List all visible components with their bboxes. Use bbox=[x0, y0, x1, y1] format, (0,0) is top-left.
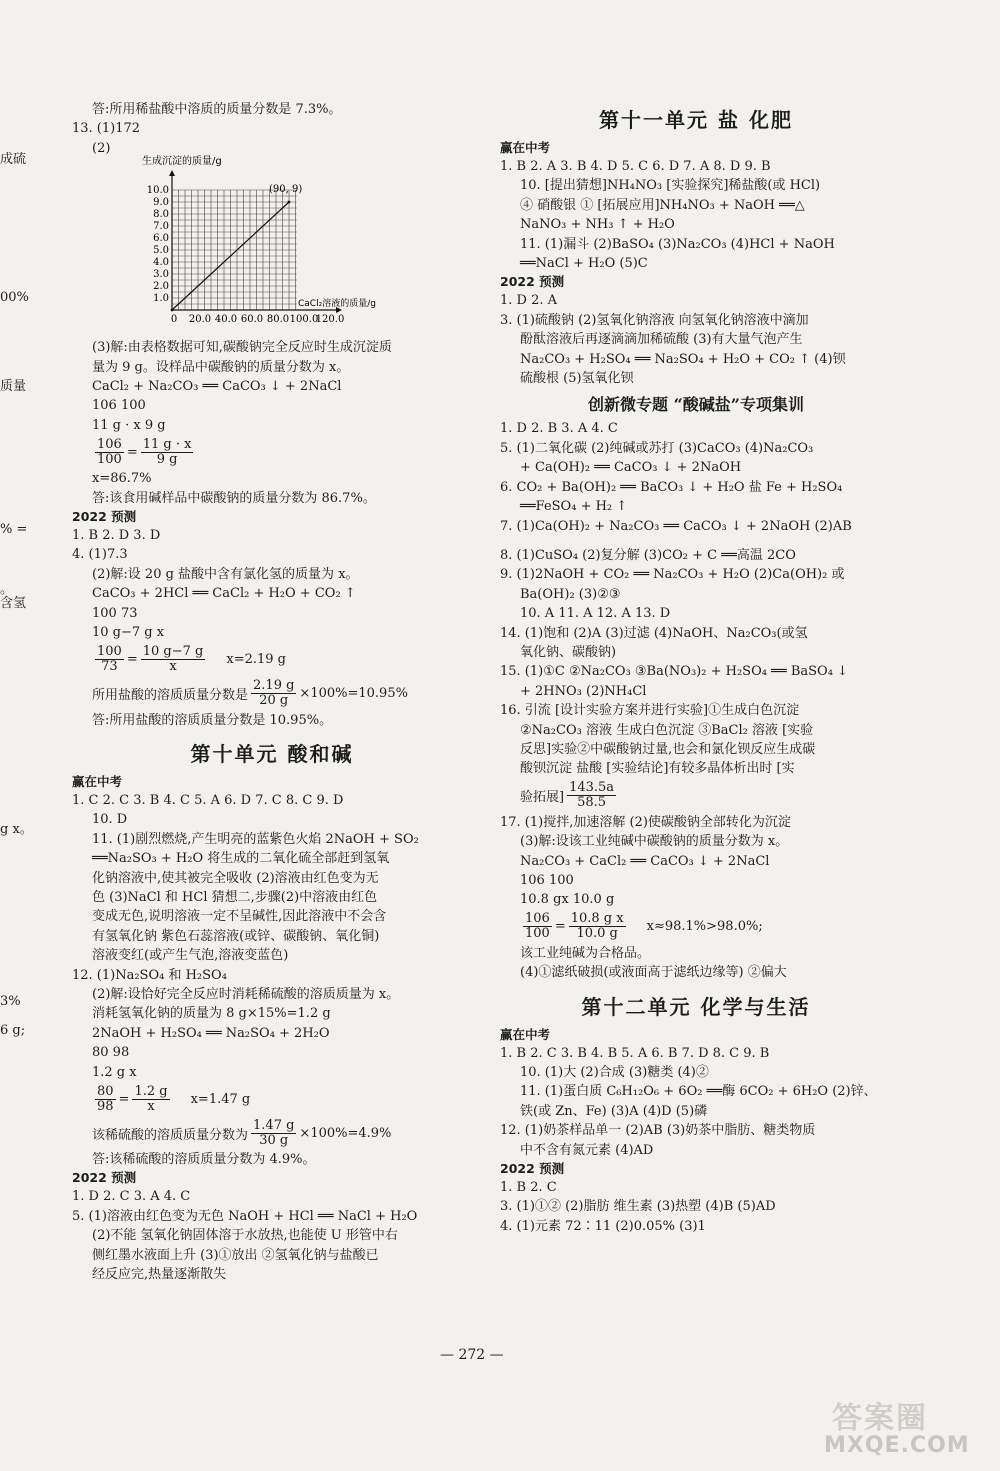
answer-line: 106 100 bbox=[520, 873, 574, 888]
answer-line: 色 (3)NaCl 和 HCl 猜想二,步骤(2)中溶液由红色 bbox=[92, 889, 378, 905]
answer-line: (2) bbox=[92, 140, 111, 156]
fraction bbox=[251, 679, 296, 708]
percentage-equation-2 bbox=[72, 1116, 472, 1150]
answer-line: ②Na₂CO₃ 溶液 生成白色沉淀 ③BaCl₂ 溶液 [实验 bbox=[520, 722, 814, 738]
right-column bbox=[500, 104, 892, 1236]
answer-line: 1. B 2. C bbox=[500, 1180, 557, 1196]
answer-line: Ba(OH)₂ (3)②③ bbox=[520, 586, 621, 602]
section-heading: 2022 预测 bbox=[72, 509, 137, 525]
result-text: x=1.47 g bbox=[190, 1091, 251, 1107]
x-tick-label: 40.0 bbox=[214, 314, 238, 326]
right-block-e bbox=[500, 1026, 892, 1237]
right-block-c bbox=[500, 813, 892, 910]
x-tick-label: 60.0 bbox=[240, 314, 264, 326]
right-block-a bbox=[500, 139, 892, 388]
margin-fragment: % = bbox=[0, 522, 28, 537]
margin-fragment: g x。 bbox=[0, 822, 33, 837]
answer-line: 100 73 bbox=[92, 605, 138, 621]
y-tick-label: 10.0 bbox=[146, 185, 169, 197]
fraction bbox=[141, 645, 206, 674]
numerator: 143.5a bbox=[569, 780, 615, 796]
answer-line: 酸钡沉淀 盐酸 [实验结论]有较多晶体析出时 [实 bbox=[520, 761, 795, 777]
answer-line: 答:该食用碱样品中碳酸钠的质量分数为 86.7%。 bbox=[92, 490, 376, 506]
answer-line: ══NaCl + H₂O (5)C bbox=[520, 256, 648, 272]
answer-line: 10. [提出猜想]NH₄NO₃ [实验探究]稀盐酸(或 HCl) bbox=[520, 178, 821, 194]
answer-line: 10 g−7 g x bbox=[92, 625, 165, 641]
site-watermark bbox=[818, 1393, 988, 1463]
denominator: x bbox=[169, 659, 177, 674]
numerator: 2.19 g bbox=[253, 678, 295, 693]
answer-line: 铁(或 Zn、Fe) (3)A (4)D (5)磷 bbox=[520, 1103, 708, 1119]
chart-svg bbox=[92, 156, 376, 338]
y-tick-label: 1.0 bbox=[153, 293, 169, 305]
answer-line: 答:所用盐酸的溶质质量分数是 10.95%。 bbox=[92, 712, 333, 728]
answer-line: 3. (1)①② (2)脂肪 维生素 (3)热塑 (4)B (5)AD bbox=[500, 1199, 776, 1215]
y-axis-arrow bbox=[169, 170, 175, 176]
y-tick-label: 4.0 bbox=[153, 257, 169, 269]
answer-line: 1. D 2. A bbox=[500, 293, 558, 309]
margin-fragment: 质量 bbox=[0, 379, 27, 394]
y-tick-label: 9.0 bbox=[153, 197, 169, 209]
section-heading: 赢在中考 bbox=[72, 773, 123, 789]
expansion-fraction bbox=[500, 779, 892, 813]
answer-line: 酚酞溶液后再逐滴滴加稀硫酸 (3)有大量气泡产生 bbox=[520, 332, 803, 348]
fraction bbox=[569, 912, 626, 941]
watermark-logo: 答案圈 bbox=[832, 1401, 928, 1436]
answer-line: 1. D 2. C 3. A 4. C bbox=[72, 1189, 191, 1205]
answer-line: (2)解:设恰好完全反应时消耗稀硫酸的溶质质量为 x。 bbox=[92, 986, 400, 1002]
margin-fragment: 3% bbox=[0, 994, 21, 1009]
answer-line: 溶液变红(或产生气泡,溶液变蓝色) bbox=[92, 948, 289, 964]
answer-line: 侧红墨水液面上升 (3)①放出 ②氢氧化钠与盐酸已 bbox=[92, 1247, 379, 1263]
answer-line: 7. (1)Ca(OH)₂ + Na₂CO₃ ══ CaCO₃ ↓ + 2NaOH (2)AB bbox=[500, 518, 852, 534]
answer-line: 1.2 g x bbox=[92, 1064, 137, 1080]
answer-line: ══Na₂SO₃ + H₂O 将生成的二氧化硫全部赶到氢氧 bbox=[92, 851, 390, 867]
answer-line: 11. (1)漏斗 (2)BaSO₄ (3)Na₂CO₃ (4)HCl + NaOH bbox=[520, 236, 835, 252]
answer-line: 13. (1)172 bbox=[72, 121, 141, 137]
answer-line: CaCl₂ + Na₂CO₃ ══ CaCO₃ ↓ + 2NaCl bbox=[92, 379, 342, 395]
numerator: 10.8 g x bbox=[570, 911, 624, 927]
section-heading: 2022 预测 bbox=[500, 1161, 565, 1177]
answer-line: 106 100 bbox=[92, 398, 146, 414]
answer-line: 经反应完,热量逐渐散失 bbox=[92, 1267, 227, 1283]
answer-line: Na₂CO₃ + CaCl₂ ══ CaCO₃ ↓ + 2NaCl bbox=[520, 853, 770, 869]
answer-line: x=86.7% bbox=[92, 471, 152, 487]
answer-line: 答:该稀硫酸的溶质质量分数为 4.9%。 bbox=[92, 1152, 316, 1167]
answer-line: 10. (1)大 (2)合成 (3)糖类 (4)② bbox=[520, 1065, 709, 1081]
answer-line: 5. (1)溶液由红色变为无色 NaOH + HCl ══ NaCl + H₂O bbox=[72, 1208, 418, 1224]
margin-fragment: 成硫 bbox=[0, 152, 27, 167]
answer-line: 5. (1)二氧化碳 (2)纯碱或苏打 (3)CaCO₃ (4)Na₂CO₃ bbox=[500, 440, 814, 456]
denominator: 100 bbox=[525, 926, 550, 942]
point-annotation: (90, 9) bbox=[269, 184, 303, 196]
denominator: 73 bbox=[101, 659, 118, 674]
margin-fragment: 00% bbox=[0, 290, 29, 305]
answer-line: 消耗氢氧化钠的质量为 8 g×15%=1.2 g bbox=[92, 1006, 331, 1022]
answer-line: ══FeSO₄ + H₂ ↑ bbox=[520, 499, 628, 515]
right-block-d bbox=[500, 944, 892, 983]
numerator: 106 bbox=[97, 436, 122, 452]
equation-prefix: 验拓展] bbox=[520, 790, 565, 806]
answer-line: (3)解:设该工业纯碱中碳酸钠的质量分数为 x。 bbox=[520, 834, 789, 850]
left-block-d bbox=[72, 711, 472, 730]
x-axis-label: CaCl₂溶液的质量/g bbox=[298, 299, 376, 310]
answer-line: 1. B 2. A 3. B 4. D 5. C 6. D 7. A 8. D 9. B bbox=[500, 159, 771, 174]
answer-line: 反思]实验②中碳酸钠过量,也会和氯化钡反应生成碳 bbox=[520, 741, 816, 757]
x-tick-label: 20.0 bbox=[188, 314, 212, 326]
denominator: 98 bbox=[97, 1098, 114, 1114]
percentage-equation-1 bbox=[72, 677, 472, 711]
answer-line: 1. B 2. D 3. D bbox=[72, 528, 161, 544]
x-tick-label: 0 bbox=[170, 314, 178, 326]
result-text: x=2.19 g bbox=[226, 652, 286, 667]
section-heading: 赢在中考 bbox=[500, 140, 551, 155]
margin-fragment: 。 bbox=[0, 582, 14, 597]
fraction bbox=[95, 438, 124, 467]
answer-line: 答:所用稀盐酸中溶质的质量分数是 7.3%。 bbox=[92, 102, 342, 117]
left-block-e bbox=[72, 773, 472, 1082]
denominator: 20 g bbox=[259, 693, 289, 708]
left-block-a bbox=[72, 100, 472, 158]
y-tick-label: 7.0 bbox=[153, 221, 169, 233]
x-tick-label: 80.0 bbox=[266, 314, 290, 326]
fraction bbox=[523, 912, 552, 941]
unit-12-title: 第十二单元 化学与生活 bbox=[581, 994, 811, 1019]
answer-line: (2)不能 氢氧化钠固体溶于水放热,也能使 U 形管中右 bbox=[92, 1228, 398, 1244]
equation-suffix: ×100%=4.9% bbox=[299, 1125, 392, 1141]
fraction bbox=[567, 781, 616, 810]
denominator: 10.0 g bbox=[576, 926, 618, 942]
denominator: 58.5 bbox=[577, 795, 607, 811]
answer-line: 11. (1)剧烈燃烧,产生明亮的蓝紫色火焰 2NaOH + SO₂ bbox=[92, 831, 419, 847]
fraction bbox=[251, 1119, 296, 1148]
y-tick-label: 8.0 bbox=[153, 209, 169, 221]
answer-line: 4. (1)元素 72∶11 (2)0.05% (3)1 bbox=[500, 1218, 706, 1234]
left-block-c bbox=[72, 469, 472, 642]
answer-line: 10. A 11. A 12. A 13. D bbox=[520, 606, 671, 622]
answer-line: 2NaOH + H₂SO₄ ══ Na₂SO₄ + 2H₂O bbox=[92, 1025, 330, 1041]
denominator: 100 bbox=[97, 451, 122, 467]
fraction bbox=[95, 1085, 116, 1114]
unit-11-title: 第十一单元 盐 化肥 bbox=[599, 108, 793, 132]
special-topic-title: 创新微专题 “酸碱盐”专项集训 bbox=[588, 395, 804, 415]
answer-line: 14. (1)饱和 (2)A (3)过滤 (4)NaOH、Na₂CO₃(或氢 bbox=[500, 625, 808, 641]
y-tick-label: 5.0 bbox=[153, 245, 169, 257]
answer-line: 10. D bbox=[92, 812, 128, 828]
fraction bbox=[141, 438, 194, 467]
answer-line: Na₂CO₃ + H₂SO₄ ══ Na₂SO₄ + H₂O + CO₂ ↑ (4)钡 bbox=[520, 351, 846, 367]
y-tick-label: 3.0 bbox=[153, 269, 169, 281]
answer-line: 硫酸根 (5)氢氧化钡 bbox=[520, 371, 634, 387]
numerator: 80 bbox=[97, 1083, 114, 1099]
answer-line: (4)①滤纸破损(或液面高于滤纸边缘等) ②偏大 bbox=[520, 965, 787, 981]
answer-line: 10.8 gx 10.0 g bbox=[520, 892, 615, 908]
answer-line: 1. D 2. B 3. A 4. C bbox=[500, 421, 618, 437]
answer-line: (2)解:设 20 g 盐酸中含有氯化氢的质量为 x。 bbox=[92, 566, 359, 582]
answer-line: 8. (1)CuSO₄ (2)复分解 (3)CO₂ + C ══高温 2CO bbox=[500, 547, 796, 563]
answer-line: 11 g · x 9 g bbox=[92, 417, 166, 433]
answer-line: 有氢氧化钠 紫色石蕊溶液(或锌、碳酸钠、氧化铜) bbox=[92, 928, 380, 944]
answer-line: ④ 硝酸银 ① [拓展应用]NH₄NO₃ + NaOH ══△ bbox=[520, 197, 805, 213]
equation-suffix: ×100%=10.95% bbox=[299, 686, 408, 701]
answer-line: 化钠溶液中,使其被完全吸收 (2)溶液由红色变为无 bbox=[92, 870, 379, 886]
numerator: 100 bbox=[97, 644, 122, 659]
section-heading: 赢在中考 bbox=[500, 1026, 551, 1042]
answer-line bbox=[500, 536, 892, 546]
answer-line: 80 98 bbox=[92, 1045, 130, 1061]
denominator: 9 g bbox=[156, 451, 178, 467]
left-block-f bbox=[72, 1150, 472, 1284]
answer-line: 中不含有氮元素 (4)AD bbox=[520, 1142, 654, 1158]
precipitate-chart bbox=[92, 158, 472, 338]
answer-line: 6. CO₂ + Ba(OH)₂ ══ BaCO₃ ↓ + H₂O 盐 Fe + H₂SO₄ bbox=[500, 479, 843, 495]
y-tick-label: 2.0 bbox=[153, 281, 169, 293]
fraction bbox=[95, 645, 124, 674]
equation-prefix: 所用盐酸的溶质质量分数是 bbox=[92, 688, 249, 703]
result-text: x≈98.1%>98.0%; bbox=[646, 919, 763, 935]
numerator: 10 g−7 g bbox=[142, 644, 204, 659]
answer-line: (3)解:由表格数据可知,碳酸钠完全反应时生成沉淀质 bbox=[92, 340, 392, 356]
denominator: x bbox=[147, 1098, 155, 1114]
equation-prefix: 该稀硫酸的溶质质量分数为 bbox=[92, 1127, 249, 1143]
fraction bbox=[132, 1085, 169, 1114]
left-block-b bbox=[72, 338, 472, 435]
ratio-equation-3: $\frac{80}{98}$ = $\frac{1.2 g}{x}$ x=1.47 g bbox=[97, 1083, 251, 1114]
ratio-equation-4: $\frac{106}{100}$ = $\frac{\text{10.8 g x}}{10.0 g}$ x≈98.1%>98.0%; bbox=[525, 911, 763, 942]
answer-line: 变成无色,说明溶液一定不呈碱性,因此溶液中不会含 bbox=[92, 909, 387, 925]
ratio-equation-2: $\frac{100}{73}$ = $\frac{10 g-7 g}{x}$ x=2.19 g bbox=[97, 644, 286, 674]
numerator: 106 bbox=[525, 911, 550, 927]
answer-line: 17. (1)搅拌,加速溶解 (2)使碳酸钠全部转化为沉淀 bbox=[500, 814, 791, 830]
numerator: 1.2 g bbox=[134, 1083, 168, 1099]
unit-10-title: 第十单元 酸和碱 bbox=[190, 741, 354, 766]
answer-line: NaNO₃ + NH₃ ↑ + H₂O bbox=[520, 217, 675, 233]
answer-line: + Ca(OH)₂ ══ CaCO₃ ↓ + 2NaOH bbox=[520, 460, 742, 476]
watermark-site: MXQE.COM bbox=[824, 1433, 970, 1458]
answer-line: 12. (1)Na₂SO₄ 和 H₂SO₄ bbox=[72, 967, 227, 983]
x-tick-label: 120.0 bbox=[315, 314, 345, 326]
answer-line: 该工业纯碱为合格品。 bbox=[520, 945, 651, 961]
page-number: — 272 — bbox=[440, 1347, 504, 1363]
y-tick-label: 6.0 bbox=[153, 233, 169, 245]
answer-line: 12. (1)奶茶样品单一 (2)AB (3)奶茶中脂肪、糖类物质 bbox=[500, 1123, 816, 1139]
section-heading: 2022 预测 bbox=[72, 1170, 137, 1186]
answer-line: 氧化钠、碳酸钠) bbox=[520, 644, 617, 660]
y-axis-label: 生成沉淀的质量/g bbox=[142, 156, 222, 168]
margin-fragment: 6 g; bbox=[0, 1023, 26, 1038]
ratio-equation-1: $\frac{106}{100}$ = $\frac{11 g \cdot x}{9 g}$ bbox=[97, 436, 192, 467]
section-heading: 2022 预测 bbox=[500, 274, 565, 290]
answer-line: 9. (1)2NaOH + CO₂ ══ Na₂CO₃ + H₂O (2)Ca(OH)₂ 或 bbox=[500, 567, 845, 583]
answer-line: + 2HNO₃ (2)NH₄Cl bbox=[520, 683, 647, 699]
answer-line: 1. C 2. C 3. B 4. C 5. A 6. D 7. C 8. C 9. D bbox=[72, 792, 344, 808]
numerator: 11 g · x bbox=[142, 436, 192, 452]
right-block-b bbox=[500, 419, 892, 778]
answer-line: 16. 引流 [设计实验方案并进行实验]①生成白色沉淀 bbox=[500, 703, 800, 719]
answer-line: 11. (1)蛋白质 C₆H₁₂O₆ + 6O₂ ══酶 6CO₂ + 6H₂O (2)锌、 bbox=[520, 1084, 877, 1100]
answer-line: 4. (1)7.3 bbox=[72, 547, 128, 563]
answer-line: 3. (1)硫酸钠 (2)氢氧化钠溶液 向氢氧化钠溶液中滴加 bbox=[500, 312, 809, 328]
left-column bbox=[72, 100, 472, 1284]
data-point bbox=[288, 201, 291, 204]
answer-line: 1. B 2. C 3. B 4. B 5. A 6. B 7. D 8. C 9. B bbox=[500, 1045, 770, 1061]
answer-line: 15. (1)①C ②Na₂CO₃ ③Ba(NO₃)₂ + H₂SO₄ ══ BaSO₄ ↓ bbox=[500, 664, 848, 680]
margin-fragment: 含氢 bbox=[0, 596, 27, 611]
answer-line: 量为 9 g。设样品中碳酸钠的质量分数为 x。 bbox=[92, 359, 350, 375]
data-point bbox=[171, 309, 174, 312]
numerator: 1.47 g bbox=[253, 1117, 295, 1133]
denominator: 30 g bbox=[259, 1132, 289, 1148]
x-tick-label: 100.0 bbox=[289, 314, 319, 326]
answer-line: CaCO₃ + 2HCl ══ CaCl₂ + H₂O + CO₂ ↑ bbox=[92, 586, 356, 602]
